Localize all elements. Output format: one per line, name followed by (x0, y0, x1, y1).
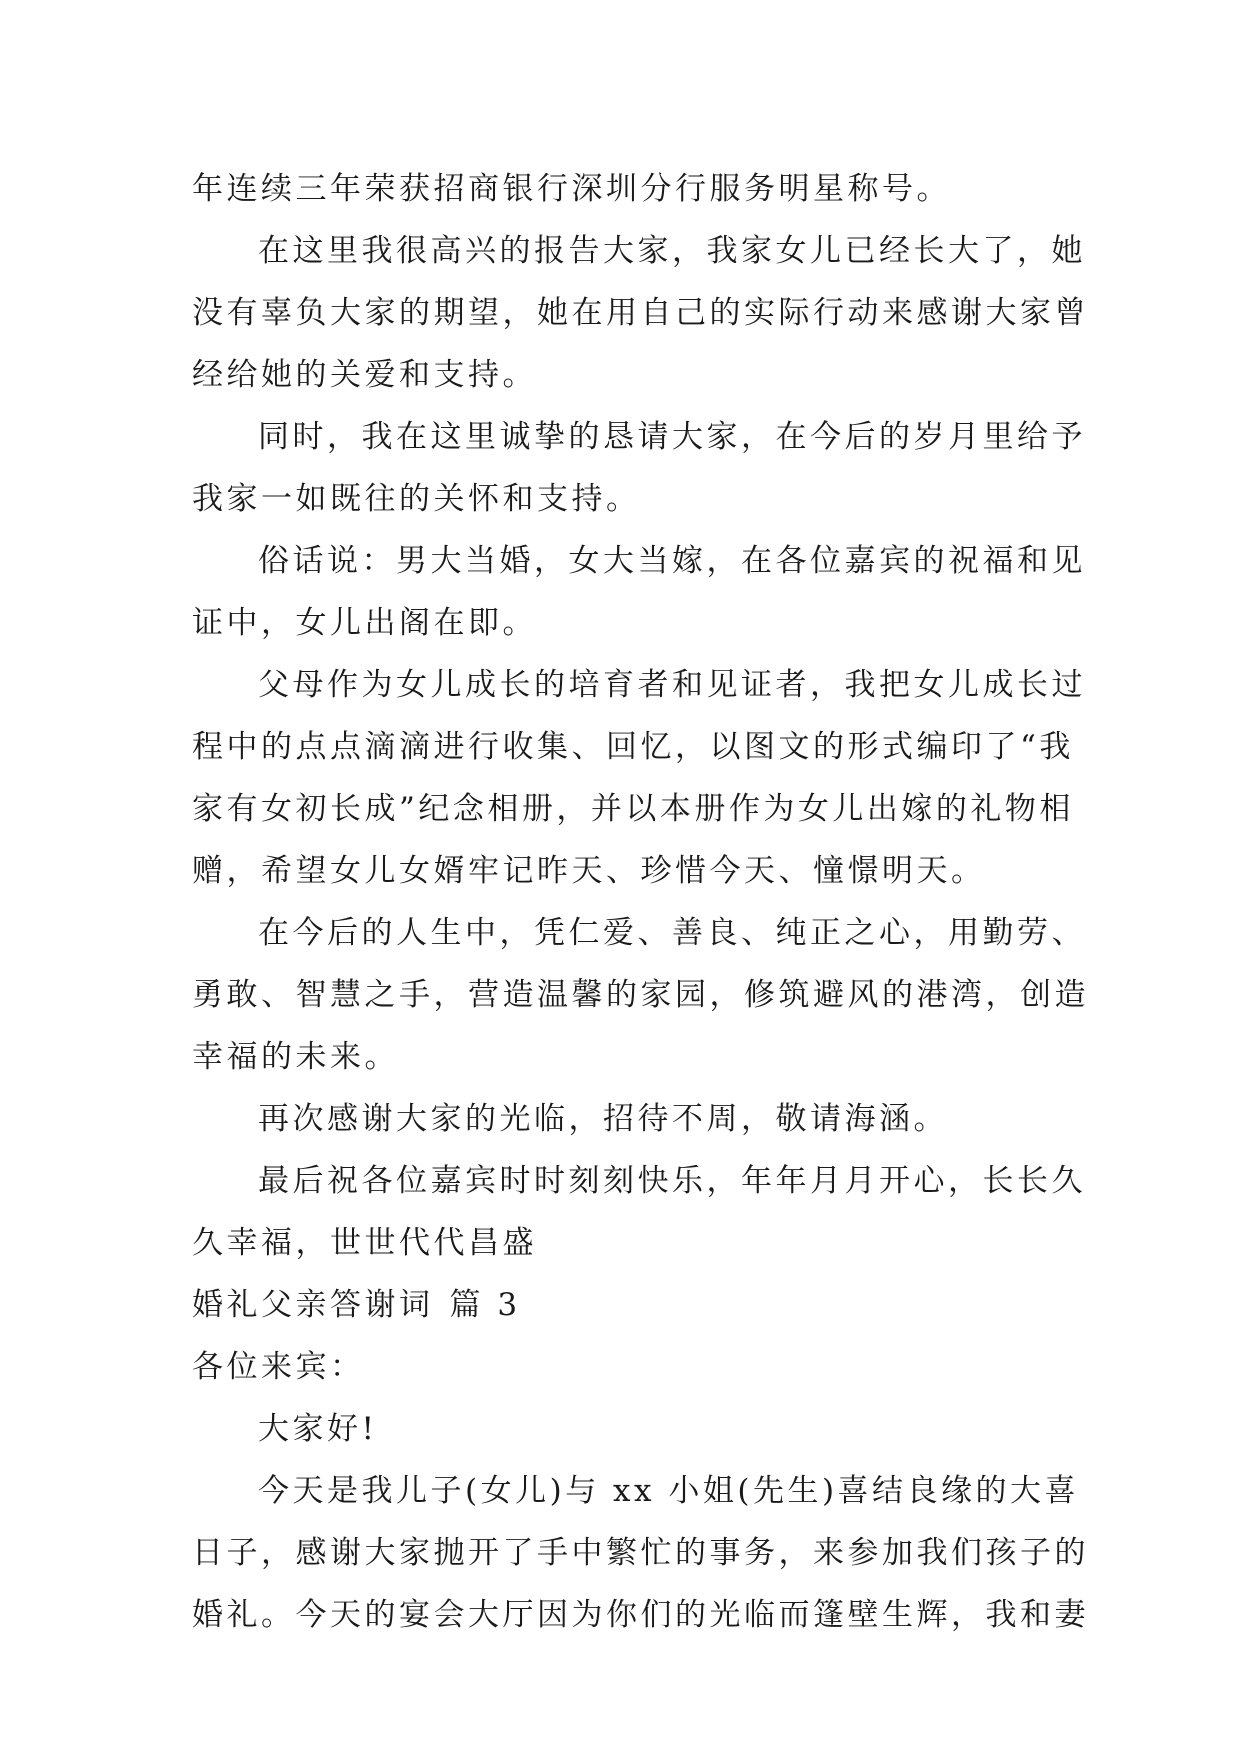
section-heading (192, 1274, 1072, 1336)
text-line: 今天是我儿子(女儿)与 xx 小姐(先生)喜结良缘的大喜 (258, 1473, 1080, 1509)
text-line: 勇敢、智慧之手，营造温馨的家园，修筑避风的港湾，创造 (192, 977, 1089, 1013)
salutation: 各位来宾： (192, 1349, 365, 1385)
text-line: 我家一如既往的关怀和支持。 (192, 481, 641, 517)
section-number: 篇 3 (449, 1287, 521, 1323)
text-line: 经给她的关爱和支持。 (192, 357, 537, 393)
text-line: 程中的点点滴滴进行收集、回忆，以图文的形式编印了“我 (192, 729, 1074, 765)
text-line: 家有女初长成”纪念相册，并以本册作为女儿出嫁的礼物相 (192, 791, 1074, 827)
text-line: 再次感谢大家的光临，招待不周，敬请海涵。 (258, 1101, 948, 1137)
text-line: 俗话说：男大当婚，女大当嫁，在各位嘉宾的祝福和见 (258, 543, 1086, 579)
text-line: 年连续三年荣获招商银行深圳分行服务明星称号。 (192, 171, 951, 207)
text-line: 证中，女儿出阁在即。 (192, 605, 537, 641)
text-line: 在这里我很高兴的报告大家，我家女儿已经长大了，她 (258, 233, 1086, 269)
greeting: 大家好! (258, 1411, 378, 1447)
text-line: 日子，感谢大家抛开了手中繁忙的事务，来参加我们孩子的 (192, 1535, 1089, 1571)
text-line: 在今后的人生中，凭仁爱、善良、纯正之心，用勤劳、 (258, 915, 1086, 951)
text-line: 同时，我在这里诚挚的恳请大家，在今后的岁月里给予 (258, 419, 1086, 455)
text-line: 父母作为女儿成长的培育者和见证者，我把女儿成长过 (258, 667, 1086, 703)
text-line: 没有辜负大家的期望，她在用自己的实际行动来感谢大家曾 (192, 295, 1089, 331)
text-line: 幸福的未来。 (192, 1039, 399, 1075)
text-line: 久幸福，世世代代昌盛 (192, 1225, 537, 1261)
section-title: 婚礼父亲答谢词 (192, 1287, 434, 1323)
text-line: 婚礼。今天的宴会大厅因为你们的光临而篷壁生辉，我和妻 (192, 1597, 1089, 1633)
document-page (192, 158, 1089, 1646)
text-line: 赠，希望女儿女婿牢记昨天、珍惜今天、憧憬明天。 (192, 853, 986, 889)
text-line: 最后祝各位嘉宾时时刻刻快乐，年年月月开心，长长久 (258, 1163, 1086, 1199)
